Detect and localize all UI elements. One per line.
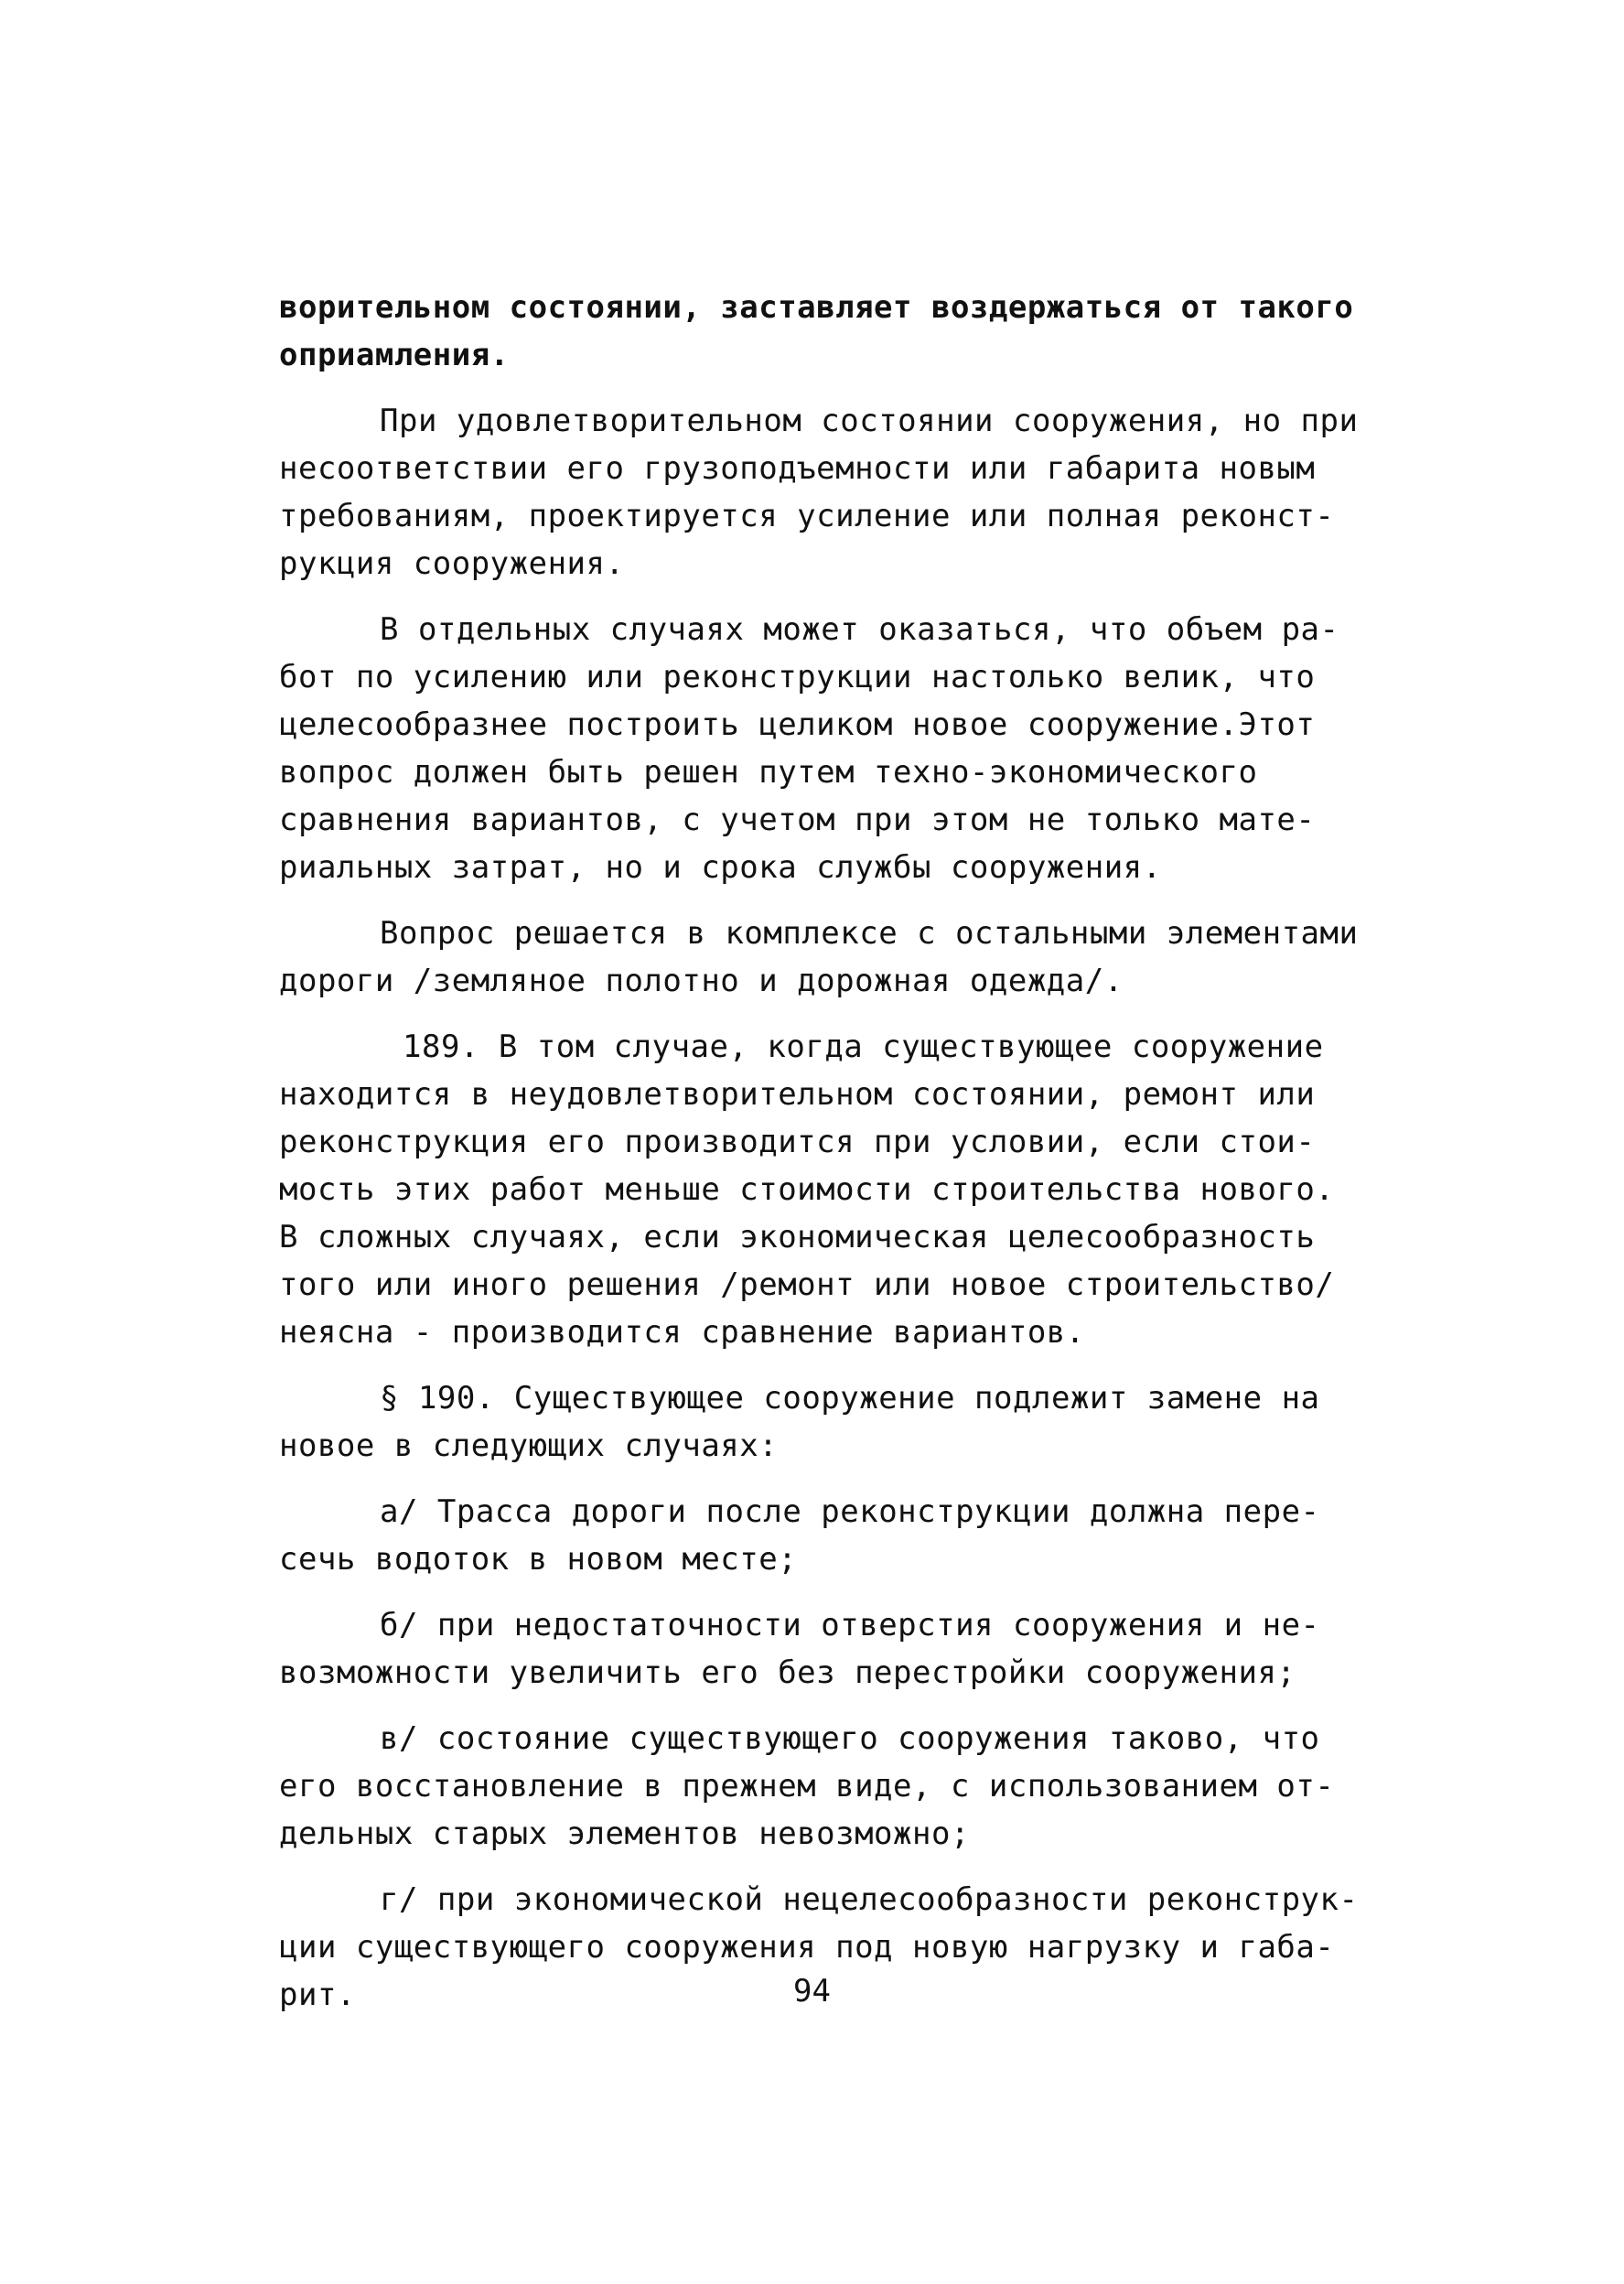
paragraph-section-189: [279, 1023, 1359, 1356]
text-line: требованиям, проектируется усиление или полная реконст-: [279, 498, 1335, 534]
text-line: 189. В том случае, когда существующее сооружение: [403, 1029, 1324, 1065]
list-item-b: [279, 1601, 1359, 1697]
text-line: ции существующего сооружения под новую нагрузку и габа-: [279, 1929, 1335, 1966]
text-line: рит.: [279, 1977, 356, 2013]
text-line: целесообразнее построить целиком новое сооружение.Этот: [279, 706, 1316, 743]
paragraph-continuation: [279, 284, 1359, 379]
list-item-a: [279, 1488, 1359, 1583]
paragraph-new-construction: [279, 606, 1359, 891]
text-line: ворительном состоянии, заставляет воздержаться от такого: [279, 289, 1354, 326]
text-line: г/ при экономической нецелесообразности реконструк-: [380, 1881, 1359, 1918]
text-line: несоответствии его грузоподъемности или габарита новым: [279, 450, 1316, 487]
text-line: риальных затрат, но и срока службы сооружения.: [279, 849, 1162, 886]
text-line: сравнения вариантов, с учетом при этом не только мате-: [279, 802, 1316, 838]
text-line: находится в неудовлетворительном состоянии, ремонт или: [279, 1076, 1316, 1113]
text-line: б/ при недостаточности отверстия сооружения и не-: [380, 1607, 1320, 1643]
text-line: реконструкция его производится при условии, если стои-: [279, 1124, 1316, 1160]
body-text: [279, 284, 1359, 2037]
text-line: Вопрос решается в комплексе с остальными элементами: [380, 915, 1359, 952]
paragraph-complex: [279, 910, 1359, 1005]
text-line: новое в следующих случаях:: [279, 1428, 779, 1464]
text-line: бот по усилению или реконструкции настолько велик, что: [279, 659, 1316, 695]
page-number: 94: [793, 1973, 831, 2009]
text-line: неясна - производится сравнение вариантов.: [279, 1314, 1085, 1351]
text-line: мость этих работ меньше стоимости строительства нового.: [279, 1171, 1335, 1208]
text-line: того или иного решения /ремонт или новое строительство/: [279, 1266, 1335, 1303]
text-line: вопрос должен быть решен путем техно-экономического: [279, 754, 1258, 791]
text-line: § 190. Существующее сооружение подлежит замене на: [380, 1380, 1320, 1417]
list-item-v: [279, 1715, 1359, 1858]
paragraph-section-190: [279, 1374, 1359, 1470]
paragraph-strengthening: [279, 397, 1359, 587]
text-line: рукция сооружения.: [279, 545, 625, 582]
text-line: его восстановление в прежнем виде, с использованием от-: [279, 1768, 1335, 1805]
text-line: в/ состояние существующего сооружения таково, что: [380, 1720, 1320, 1757]
text-line: сечь водоток в новом месте;: [279, 1541, 798, 1578]
text-line: возможности увеличить его без перестройки сооружения;: [279, 1654, 1296, 1691]
text-line: дельных старых элементов невозможно;: [279, 1815, 970, 1852]
text-line: оприамления.: [279, 337, 510, 373]
text-line: В сложных случаях, если экономическая целесообразность: [279, 1219, 1316, 1255]
text-line: В отдельных случаях может оказаться, что объем ра-: [380, 611, 1339, 648]
text-line: дороги /земляное полотно и дорожная одежда/.: [279, 963, 1124, 999]
text-line: а/ Трасса дороги после реконструкции должна пере-: [380, 1493, 1320, 1530]
text-line: При удовлетворительном состоянии сооружения, но при: [380, 403, 1359, 439]
